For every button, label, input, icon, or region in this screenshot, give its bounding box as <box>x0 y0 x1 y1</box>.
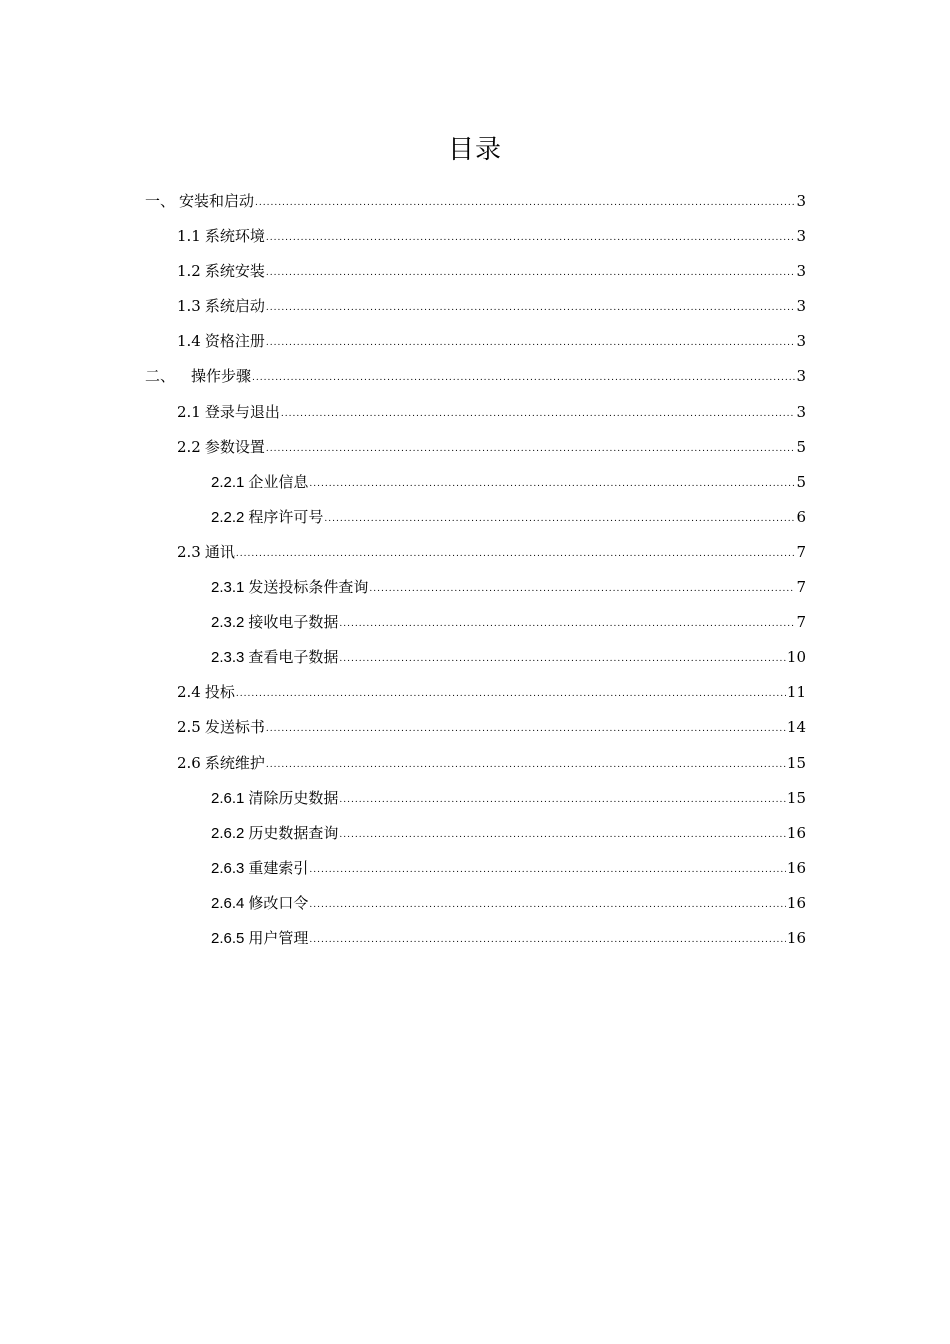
toc-entry-page-number: 15 <box>786 753 806 772</box>
toc-entry-number: 2.2 <box>177 437 201 456</box>
toc-entry-number: 2.3.1 <box>211 579 245 597</box>
toc-dot-leader <box>309 888 786 923</box>
toc-entry-page-number: 3 <box>796 297 806 316</box>
toc-dot-leader <box>236 677 786 712</box>
toc-entry-title: 企业信息 <box>248 472 309 491</box>
toc-entry-page-number: 16 <box>786 928 806 947</box>
toc-entry[interactable] <box>145 710 806 745</box>
toc-dot-leader <box>266 256 796 291</box>
toc-entry-page-number: 3 <box>796 227 806 246</box>
toc-entry-title: 历史数据查询 <box>248 823 339 842</box>
toc-entry-number: 2.5 <box>177 718 201 737</box>
toc-entry[interactable] <box>145 254 806 289</box>
toc-entry[interactable] <box>145 886 806 921</box>
toc-entry-title: 参数设置 <box>204 437 265 456</box>
toc-entry-number: 2.3.3 <box>211 649 245 667</box>
toc-entry[interactable] <box>145 570 806 605</box>
toc-dot-leader <box>324 502 795 537</box>
toc-entry-number: 2.6 <box>177 753 201 772</box>
toc-dot-leader <box>266 712 786 747</box>
toc-entry-title: 发送标书 <box>204 718 265 737</box>
toc-entry-page-number: 6 <box>796 507 806 526</box>
toc-entry-title: 系统维护 <box>204 753 265 772</box>
toc-dot-leader <box>369 572 795 607</box>
toc-entry-page-number: 3 <box>796 332 806 351</box>
toc-entry-page-number: 7 <box>796 542 806 561</box>
toc-entry-title: 查看电子数据 <box>248 648 339 667</box>
toc-dot-leader <box>252 361 795 396</box>
toc-entry-number: 1.1 <box>177 227 201 246</box>
toc-entry-title: 投标 <box>204 683 235 702</box>
toc-entry-title: 资格注册 <box>204 332 265 351</box>
toc-dot-leader <box>309 923 786 958</box>
toc-entry-number: 2.2.2 <box>211 508 245 526</box>
toc-entry[interactable] <box>145 465 806 500</box>
toc-entry-number: 2.2.1 <box>211 473 245 491</box>
toc-entry-page-number: 3 <box>796 192 806 210</box>
toc-entry-title: 重建索引 <box>248 858 309 877</box>
toc-entry-number: 2.6.2 <box>211 824 245 842</box>
toc-entry-number: 1.4 <box>177 332 201 351</box>
toc-entry-title: 程序许可号 <box>248 507 324 526</box>
toc-dot-leader <box>339 783 786 818</box>
toc-entry-number: 2.6.3 <box>211 859 245 877</box>
toc-title: 目录 <box>447 135 502 165</box>
toc-entry[interactable] <box>145 816 806 851</box>
toc-entry[interactable] <box>145 605 806 640</box>
toc-entry[interactable] <box>145 500 806 535</box>
toc-entry-title: 操作步骤 <box>191 367 252 386</box>
toc-entry[interactable] <box>145 289 806 324</box>
toc-entry-page-number: 7 <box>796 578 806 597</box>
toc-entry-title: 修改口令 <box>248 893 309 912</box>
toc-entry-number: 2.1 <box>177 402 201 421</box>
toc-entry-title: 安装和启动 <box>179 192 255 210</box>
toc-dot-leader <box>266 748 786 783</box>
toc-entry[interactable] <box>145 781 806 816</box>
toc-entry-title: 系统启动 <box>204 297 265 316</box>
toc-entry-number: 2.3.2 <box>211 614 245 632</box>
toc-dot-leader <box>266 326 796 361</box>
toc-entry-title: 系统环境 <box>204 227 265 246</box>
toc-entry-title: 清除历史数据 <box>248 788 339 807</box>
toc-entry[interactable] <box>145 324 806 359</box>
toc-entry[interactable] <box>145 535 806 570</box>
toc-entry-number: 2.4 <box>177 683 201 702</box>
toc-entry-number: 2.3 <box>177 542 201 561</box>
toc-entry-title: 登录与退出 <box>204 402 280 421</box>
toc-entry-number: 1.3 <box>177 297 201 316</box>
toc-entry-number: 2.6.5 <box>211 929 245 947</box>
toc-entry-page-number: 16 <box>786 823 806 842</box>
toc-entry-page-number: 7 <box>796 613 806 632</box>
toc-dot-leader <box>339 607 795 642</box>
toc-entry-page-number: 14 <box>786 718 806 737</box>
toc-entry-number: 2.6.1 <box>211 789 245 807</box>
toc-entry-number: 二、 <box>145 367 176 386</box>
toc-entry[interactable] <box>145 675 806 710</box>
toc-dot-leader <box>266 291 796 326</box>
toc-dot-leader <box>266 221 796 256</box>
table-of-contents <box>145 184 806 956</box>
toc-entry-page-number: 16 <box>786 858 806 877</box>
toc-entry-title: 接收电子数据 <box>248 613 339 632</box>
toc-entry[interactable] <box>145 219 806 254</box>
toc-entry-page-number: 5 <box>796 437 806 456</box>
toc-dot-leader <box>309 853 786 888</box>
toc-entry[interactable] <box>145 359 806 394</box>
toc-entry-number: 2.6.4 <box>211 894 245 912</box>
toc-dot-leader <box>309 467 795 502</box>
toc-entry-title: 用户管理 <box>248 928 309 947</box>
toc-dot-leader <box>236 537 796 572</box>
toc-entry-number: 一、 <box>145 192 176 210</box>
toc-entry-page-number: 11 <box>786 683 806 702</box>
toc-entry[interactable] <box>145 921 806 956</box>
toc-entry-page-number: 5 <box>796 472 806 491</box>
toc-entry[interactable] <box>145 640 806 675</box>
toc-dot-leader <box>266 432 796 467</box>
toc-entry-page-number: 3 <box>796 367 806 386</box>
toc-dot-leader <box>339 818 786 853</box>
toc-entry[interactable] <box>145 184 806 219</box>
toc-entry-title: 发送投标条件查询 <box>248 578 369 597</box>
toc-entry-page-number: 16 <box>786 893 806 912</box>
toc-dot-leader <box>339 642 786 677</box>
toc-entry[interactable] <box>145 395 806 430</box>
toc-entry-page-number: 15 <box>786 788 806 807</box>
toc-dot-leader <box>281 397 796 432</box>
toc-entry[interactable] <box>145 746 806 781</box>
toc-entry-title: 通讯 <box>204 542 235 561</box>
toc-entry[interactable] <box>145 851 806 886</box>
toc-dot-leader <box>255 186 795 221</box>
toc-entry[interactable] <box>145 430 806 465</box>
toc-entry-page-number: 10 <box>786 648 806 667</box>
toc-entry-title: 系统安装 <box>204 262 265 281</box>
toc-entry-page-number: 3 <box>796 262 806 281</box>
toc-entry-page-number: 3 <box>796 402 806 421</box>
toc-entry-number: 1.2 <box>177 262 201 281</box>
